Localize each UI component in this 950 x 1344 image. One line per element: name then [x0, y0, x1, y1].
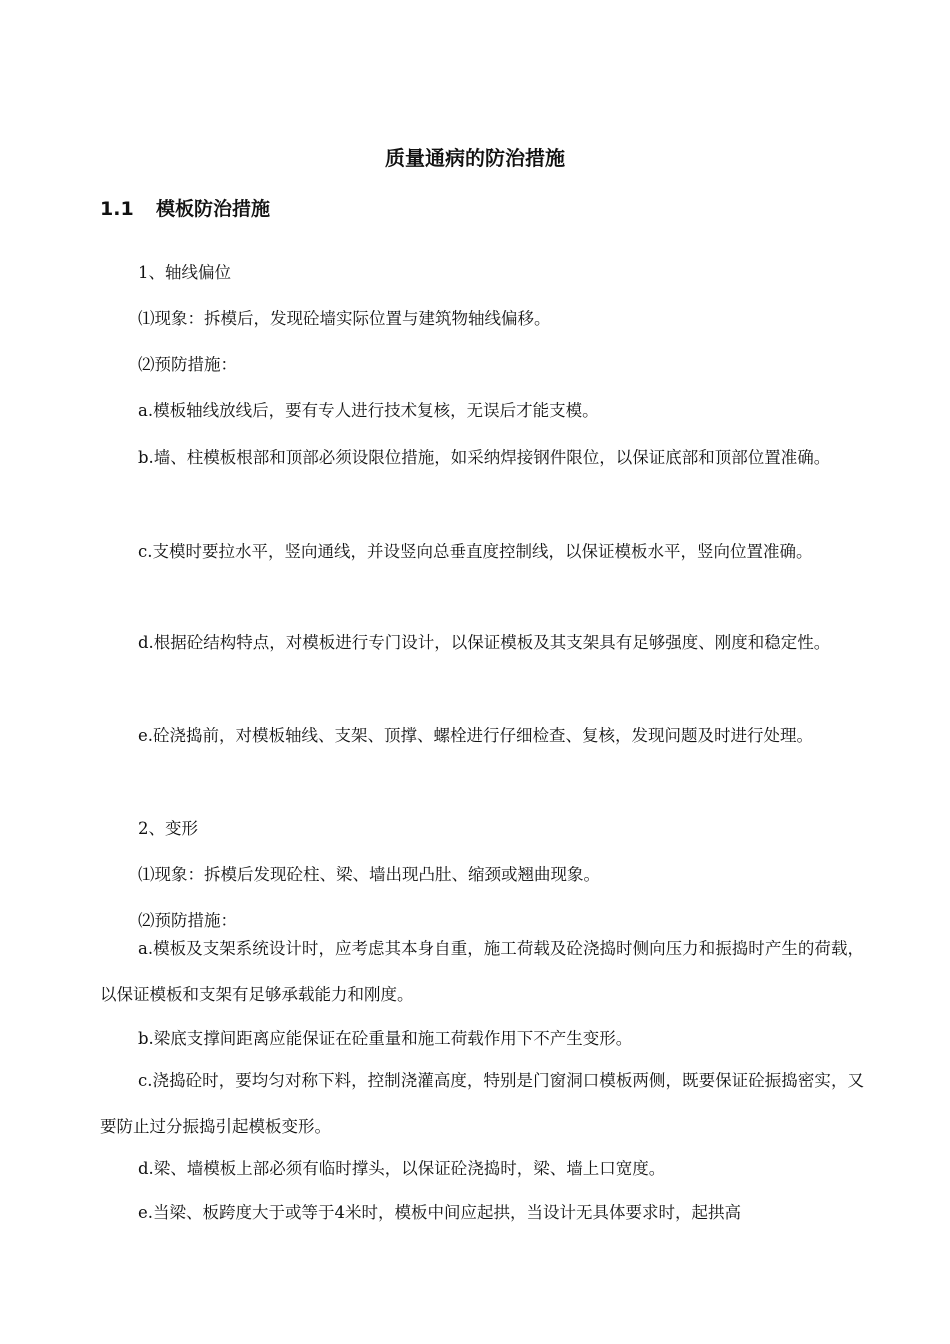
paragraph-measure-e: e.当梁、板跨度大于或等于4米时，模板中间应起拱，当设计无具体要求时，起拱高 [138, 1203, 742, 1222]
paragraph-phenomenon: ⑴现象：拆模后，发现砼墙实际位置与建筑物轴线偏移。 [138, 309, 551, 328]
paragraph-prevention-heading: ⑵预防措施： [138, 911, 237, 930]
paragraph-measure-b: b.墙、柱模板根部和顶部必须设限位措施，如采纳焊接钢件限位，以保证底部和顶部位置准确。 [138, 448, 831, 467]
section-number: 1.1 [100, 198, 134, 220]
paragraph-measure-d: d.根据砼结构特点，对模板进行专门设计，以保证模板及其支架具有足够强度、刚度和稳定性。 [138, 633, 831, 652]
paragraph-measure-e: e.砼浇捣前，对模板轴线、支架、顶撑、螺栓进行仔细检查、复核，发现问题及时进行处理。 [138, 726, 814, 745]
section-heading [100, 195, 270, 223]
paragraph-measure-d: d.梁、墙模板上部必须有临时撑头，以保证砼浇捣时，梁、墙上口宽度。 [138, 1159, 666, 1178]
paragraph-item-1-heading: 1、轴线偏位 [138, 263, 231, 282]
paragraph-measure-c: c.浇捣砼时，要均匀对称下料，控制浇灌高度，特别是门窗洞口模板两侧，既要保证砼振捣密实，又要防止过分振捣引起模板变形。 [100, 1071, 864, 1136]
paragraph-prevention-heading: ⑵预防措施： [138, 355, 237, 374]
paragraph-measure-a: a.模板轴线放线后，要有专人进行技术复核，无误后才能支模。 [138, 401, 599, 420]
page-title: 质量通病的防治措施 [385, 146, 565, 170]
section-title: 模板防治措施 [156, 198, 271, 220]
paragraph-item-2-heading: 2、变形 [138, 819, 198, 838]
paragraph-measure-a: a.模板及支架系统设计时，应考虑其本身自重，施工荷载及砼浇捣时侧向压力和振捣时产生的荷载，以保证模板和支架有足够承载能力和刚度。 [100, 939, 864, 1004]
paragraph-phenomenon: ⑴现象：拆模后发现砼柱、梁、墙出现凸肚、缩颈或翘曲现象。 [138, 865, 600, 884]
paragraph-measure-c: c.支模时要拉水平，竖向通线，并设竖向总垂直度控制线，以保证模板水平，竖向位置准确。 [138, 542, 813, 561]
paragraph-measure-b: b.梁底支撑间距离应能保证在砼重量和施工荷载作用下不产生变形。 [138, 1029, 633, 1048]
